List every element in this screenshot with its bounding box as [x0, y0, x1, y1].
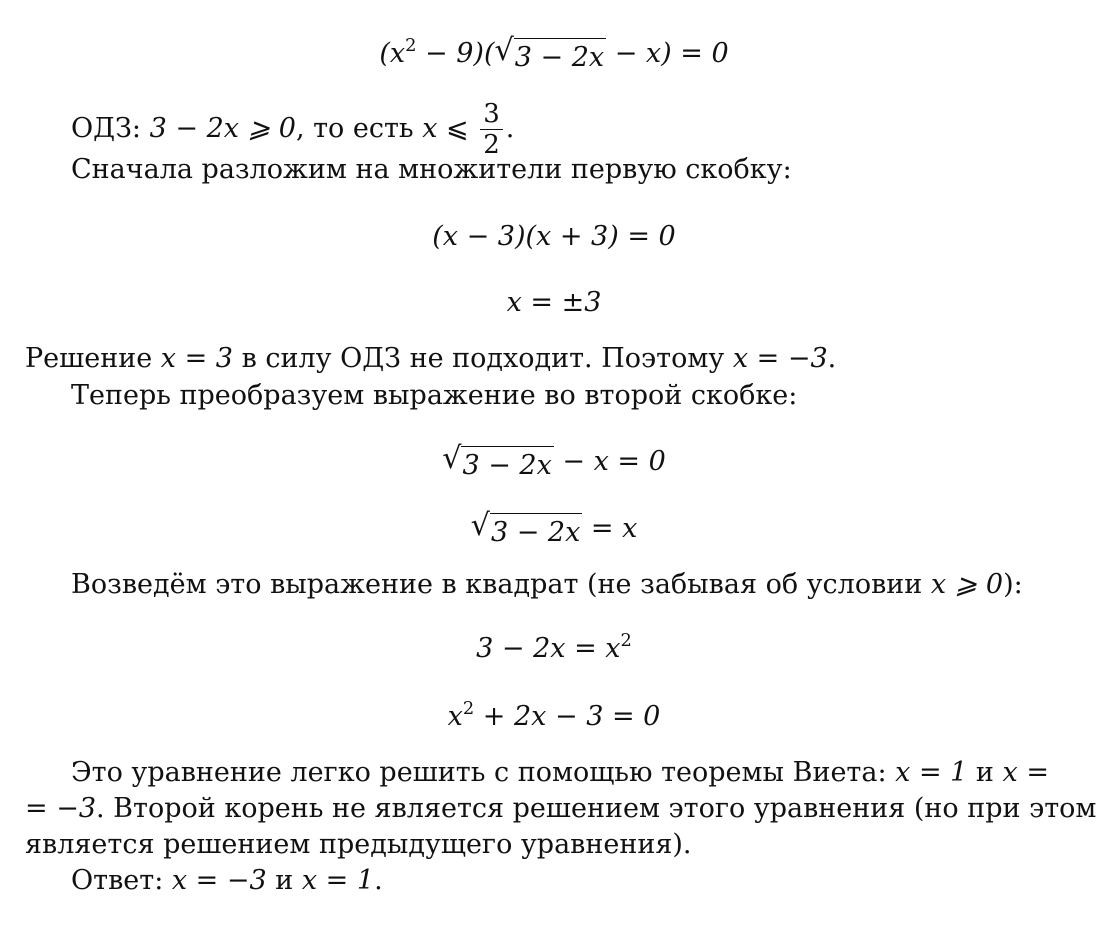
answer-period: . — [374, 865, 383, 896]
vieta-paragraph-line-3: является решением предыдущего уравнения). — [25, 829, 692, 860]
step-3-part-1: Возведём это выражение в квадрат (не забывая об условии — [71, 569, 931, 600]
eq1-radicand: 3 − 2x — [514, 38, 606, 75]
eq7-part1: x — [447, 701, 463, 732]
step-2-text: Теперь преобразуем выражение во второй скобке: — [71, 380, 798, 411]
step-1-text: Сначала разложим на множители первую скобку: — [71, 154, 792, 185]
odz-line — [71, 98, 514, 160]
solution-math-2: x = −3 — [732, 343, 828, 374]
eq4-radicand: 3 − 2x — [461, 446, 553, 483]
equation-1 — [0, 33, 1108, 75]
solution-text-2: в силу ОДЗ не подходит. Поэтому — [232, 343, 733, 374]
vieta-math-3: = −3 — [25, 793, 97, 824]
eq6-exponent: 2 — [620, 629, 632, 651]
answer-label: Ответ: — [71, 865, 172, 896]
answer-connector: и — [266, 865, 302, 896]
vieta-text-2: и — [967, 757, 1003, 788]
eq1-part3: − x) = 0 — [606, 38, 729, 69]
vieta-text-1: Это уравнение легко решить с помощью теоремы Виета: — [71, 757, 896, 788]
eq7-exponent: 2 — [462, 697, 475, 719]
sqrt-symbol: √ 3 − 2x — [442, 441, 552, 481]
eq1-exponent: 2 — [405, 34, 417, 56]
fraction-numerator: 3 — [480, 99, 503, 130]
vieta-paragraph-line-1 — [71, 756, 1049, 790]
solution-text-3: . — [827, 343, 837, 374]
answer-math-1: x = −3 — [171, 865, 267, 896]
vieta-text-3: . Второй корень не является решением этого уравнения (но при этом — [96, 793, 1097, 824]
vieta-math-2: x = — [1002, 757, 1049, 788]
sqrt-symbol: √ 3 − 2x — [470, 508, 581, 548]
equation-3: x = ±3 — [506, 287, 602, 318]
eq5-radicand: 3 − 2x — [490, 513, 582, 550]
eq7-part2: + 2x − 3 = 0 — [474, 701, 661, 732]
equation-2: (x − 3)(x + 3) = 0 — [432, 221, 676, 252]
equation-6 — [0, 629, 1108, 666]
step-3-text — [71, 568, 1023, 602]
fraction-denominator: 2 — [483, 130, 500, 160]
odz-label: ОДЗ: — [71, 113, 142, 144]
answer-line — [71, 864, 383, 898]
vieta-math-1: x = 1 — [895, 757, 968, 788]
eq6-lhs: 3 − 2x = x — [476, 633, 621, 664]
vieta-paragraph-line-2 — [25, 792, 1096, 826]
equation-5 — [0, 508, 1108, 550]
odz-relation: ⩽ — [437, 113, 478, 144]
equation-7 — [0, 697, 1108, 734]
step-3-math: x ⩾ 0 — [930, 569, 1004, 600]
answer-math-2: x = 1 — [301, 865, 375, 896]
eq1-part1: (x — [379, 38, 406, 69]
solution-line — [25, 342, 836, 376]
eq4-rest: − x = 0 — [553, 446, 666, 477]
eq5-rest: = x — [582, 513, 638, 544]
odz-expression: 3 − 2x ⩾ 0 — [149, 113, 296, 144]
eq1-part2: − 9)( — [416, 38, 495, 69]
sqrt-symbol: √ 3 − 2x — [494, 33, 605, 73]
odz-fraction — [480, 99, 503, 160]
step-3-part-2: ): — [1003, 569, 1023, 600]
solution-text-1: Решение — [25, 343, 161, 374]
odz-variable: x — [422, 113, 438, 144]
odz-connector: , то есть — [295, 113, 423, 144]
odz-period: . — [505, 113, 515, 144]
equation-4 — [0, 441, 1108, 483]
solution-math-1: x = 3 — [160, 343, 233, 374]
